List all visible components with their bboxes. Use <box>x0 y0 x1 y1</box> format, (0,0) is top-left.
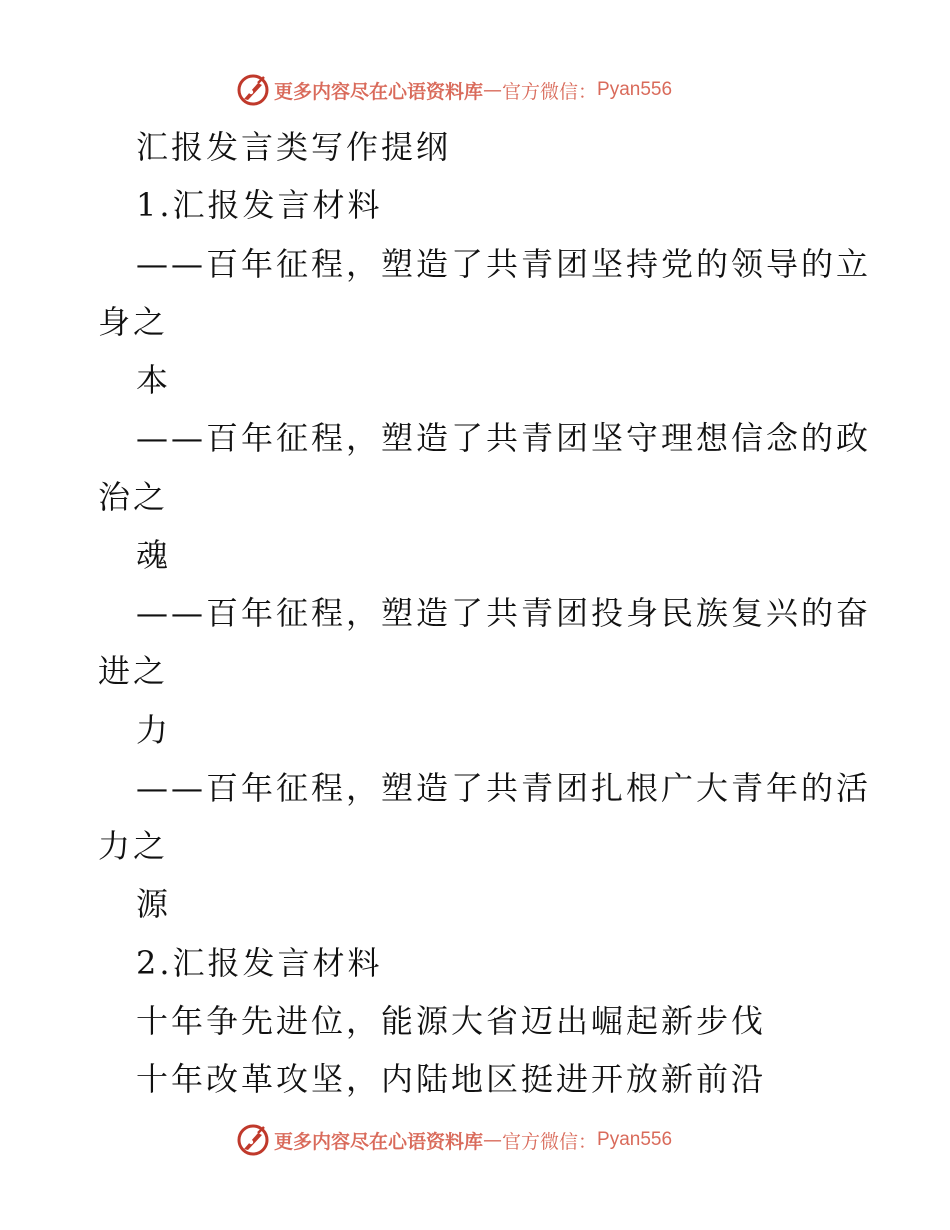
quill-logo-icon <box>236 1123 270 1157</box>
document-title: 汇报发言类写作提纲 <box>136 128 452 166</box>
paragraph-line: 十年争先进位，能源大省迈出崛起新步伐 <box>136 1002 767 1040</box>
paragraph-line: 源 <box>136 885 172 923</box>
paragraph-line: 魂 <box>136 536 172 574</box>
watermark-brand: 更多内容尽在心语资料库 <box>274 80 484 103</box>
paragraph-line: 十年改革攻坚，内陆地区挺进开放新前沿 <box>136 1060 767 1098</box>
watermark-brand: 更多内容尽在心语资料库 <box>274 1130 484 1153</box>
watermark-wechat-id: Pyan556 <box>597 79 673 100</box>
watermark-official-label: 官方微信： <box>502 80 598 103</box>
watermark-dash: — <box>483 1129 503 1151</box>
footer-watermark <box>236 1122 672 1158</box>
paragraph-line: 力之 <box>98 827 169 865</box>
header-watermark <box>236 72 672 108</box>
watermark-dash: — <box>483 79 503 101</box>
section-heading-2: 2.汇报发言材料 <box>136 944 383 982</box>
paragraph-line: 本 <box>136 361 172 399</box>
paragraph-line: ——百年征程，塑造了共青团坚持党的领导的立 <box>136 245 872 283</box>
paragraph-line: 治之 <box>98 478 169 516</box>
paragraph-line: ——百年征程，塑造了共青团投身民族复兴的奋 <box>136 594 872 632</box>
watermark-wechat-id: Pyan556 <box>597 1129 673 1150</box>
paragraph-line: ——百年征程，塑造了共青团坚守理想信念的政 <box>136 419 872 457</box>
quill-logo-icon <box>236 73 270 107</box>
paragraph-line: 力 <box>136 711 172 749</box>
watermark-official-label: 官方微信： <box>502 1130 598 1153</box>
paragraph-line: ——百年征程，塑造了共青团扎根广大青年的活 <box>136 769 872 807</box>
section-heading-1: 1.汇报发言材料 <box>136 186 383 224</box>
paragraph-line: 进之 <box>98 652 169 690</box>
paragraph-line: 身之 <box>98 303 169 341</box>
